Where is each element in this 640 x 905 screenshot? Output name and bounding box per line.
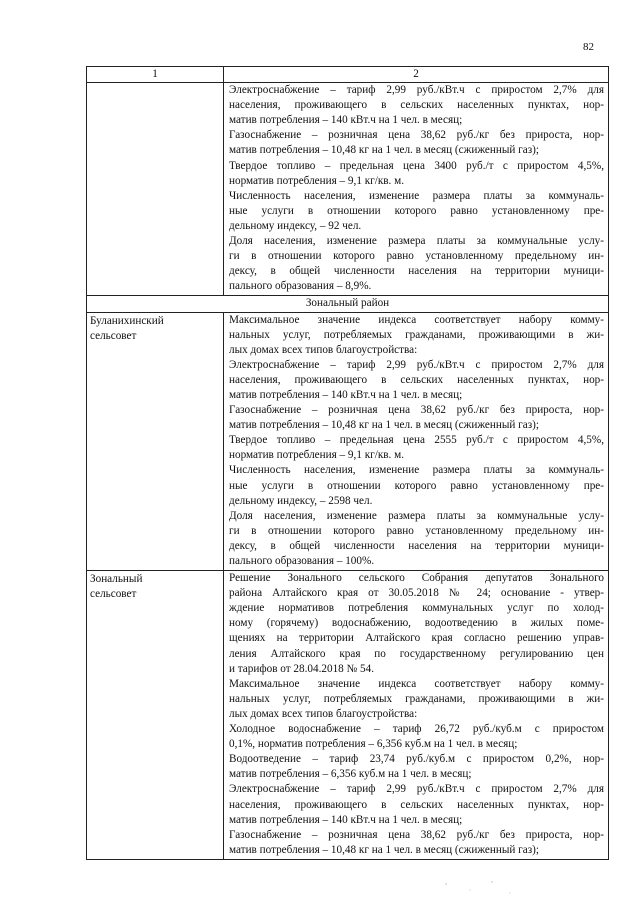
municipality-name-line: Буланихинский: [90, 314, 164, 327]
text-line: населения, проживающего в сельских населенных пунктах, нор-: [229, 99, 604, 112]
text-line: Электроснабжение – тариф 2,99 руб./кВт.ч с приростом 2,7% для: [229, 783, 604, 796]
data-table: [86, 66, 609, 860]
text-line: пального образования – 8,9%.: [229, 280, 372, 293]
text-line: ному (горячему) водоснабжению, водоотведению в жилых поме-: [229, 617, 604, 630]
municipality-cell: [87, 312, 224, 571]
text-line: матив потребления – 10,48 кг на 1 чел. в месяц (сжиженный газ);: [229, 144, 539, 157]
text-line: матив потребления – 140 кВт.ч на 1 чел. в месяц;: [229, 813, 463, 826]
text-line: нальных услуг, потребляемых гражданами, проживающими в жи-: [229, 328, 604, 341]
text-line: норматив потребления – 9,1 кг/кв. м.: [229, 174, 405, 187]
text-line: Доля населения, изменение размера платы за коммунальные услу-: [229, 235, 604, 248]
municipality-name-line: сельсовет: [90, 329, 137, 342]
text-line: Водоотведение – тариф 23,74 руб./куб.м с приростом 0,2%, нор-: [229, 753, 604, 766]
description-cell: [224, 312, 609, 571]
text-line: матив потребления – 140 кВт.ч на 1 чел. в месяц;: [229, 114, 463, 127]
text-line: Максимальное значение индекса соответствует набору комму-: [229, 313, 604, 326]
text-line: матив потребления – 10,48 кг на 1 чел. в месяц (сжиженный газ);: [229, 419, 539, 432]
text-line: пального образования – 100%.: [229, 555, 375, 567]
text-line: населения, проживающего в сельских населенных пунктах, нор-: [229, 373, 604, 386]
table-row: [87, 83, 609, 296]
text-line: ления Алтайского края по государственному регулированию цен: [229, 647, 604, 660]
text-line: ждение нормативов потребления коммунальных услуг по холод-: [229, 602, 604, 615]
text-line: Численность населения, изменение размера платы за коммуналь-: [229, 464, 604, 477]
text-line: Газоснабжение – розничная цена 38,62 руб./кг без прироста, нор-: [229, 828, 604, 841]
section-title: Зональный район: [87, 296, 609, 312]
text-line: Электроснабжение – тариф 2,99 руб./кВт.ч с приростом 2,7% для: [229, 358, 604, 371]
text-line: 0,1%, норматив потребления – 6,356 куб.м на 1 чел. в месяц;: [229, 738, 518, 751]
text-line: норматив потребления – 9,1 кг/кв. м.: [229, 449, 405, 462]
text-line: дельному индексу, – 92 чел.: [229, 219, 362, 232]
scan-noise: [440, 878, 520, 898]
municipality-name-line: сельсовет: [90, 588, 137, 601]
text-line: района Алтайского края от 30.05.2018 № 24; основание - утвер-: [229, 587, 604, 600]
text-line: щениях на территории Алтайского края согласно решению управ-: [229, 632, 604, 645]
text-line: ные услуги в отношении которого равно установленному пре-: [229, 204, 604, 217]
municipality-name-line: Зональный: [90, 573, 143, 586]
text-line: населения, проживающего в сельских населенных пунктах, нор-: [229, 798, 604, 811]
text-line: матив потребления – 6,356 куб.м на 1 чел. в месяц;: [229, 768, 472, 781]
description-cell: [224, 83, 609, 296]
text-line: дельному индексу, – 2598 чел.: [229, 494, 373, 507]
text-line: Численность населения, изменение размера платы за коммуналь-: [229, 189, 604, 202]
table-row: [87, 312, 609, 571]
section-row: [87, 296, 609, 312]
text-line: Газоснабжение – розничная цена 38,62 руб./кг без прироста, нор-: [229, 404, 604, 417]
text-line: лых домах всех типов благоустройства:: [229, 707, 418, 720]
text-line: ги в отношении которого равно установленному предельному ин-: [229, 524, 604, 537]
text-line: и тарифов от 28.04.2018 № 54.: [229, 662, 375, 675]
text-line: Твердое топливо – предельная цена 2555 руб./т с приростом 4,5%,: [229, 434, 604, 447]
text-line: матив потребления – 10,48 кг на 1 чел. в месяц (сжиженный газ);: [229, 843, 539, 856]
text-line: ные услуги в отношении которого равно установленному пре-: [229, 479, 604, 492]
text-line: дексу, в общей численности населения на территории муници-: [229, 539, 604, 552]
table-row: [87, 571, 609, 860]
column-header-1: 1: [87, 67, 224, 83]
municipality-cell: [87, 83, 224, 296]
table-header-row: [87, 67, 609, 83]
text-line: матив потребления – 140 кВт.ч на 1 чел. в месяц;: [229, 388, 463, 401]
municipality-cell: [87, 571, 224, 860]
text-line: ги в отношении которого равно установленному предельному ин-: [229, 250, 604, 263]
text-line: Доля населения, изменение размера платы за коммунальные услу-: [229, 509, 604, 522]
text-line: Холодное водоснабжение – тариф 26,72 руб./куб.м с приростом: [229, 723, 604, 736]
text-line: дексу, в общей численности населения на территории муници-: [229, 265, 604, 278]
text-line: Решение Зонального сельского Собрания депутатов Зонального: [229, 572, 604, 585]
text-line: нальных услуг, потребляемых гражданами, проживающими в жи-: [229, 692, 604, 705]
text-line: Твердое топливо – предельная цена 3400 руб./т с приростом 4,5%,: [229, 159, 604, 172]
page-number: 82: [583, 41, 594, 53]
text-line: Электроснабжение – тариф 2,99 руб./кВт.ч с приростом 2,7% для: [229, 84, 604, 97]
text-line: лых домах всех типов благоустройства:: [229, 343, 418, 356]
description-cell: [224, 571, 609, 860]
text-line: Максимальное значение индекса соответствует набору комму-: [229, 677, 604, 690]
text-line: Газоснабжение – розничная цена 38,62 руб./кг без прироста, нор-: [229, 129, 604, 142]
column-header-2: 2: [224, 67, 609, 83]
